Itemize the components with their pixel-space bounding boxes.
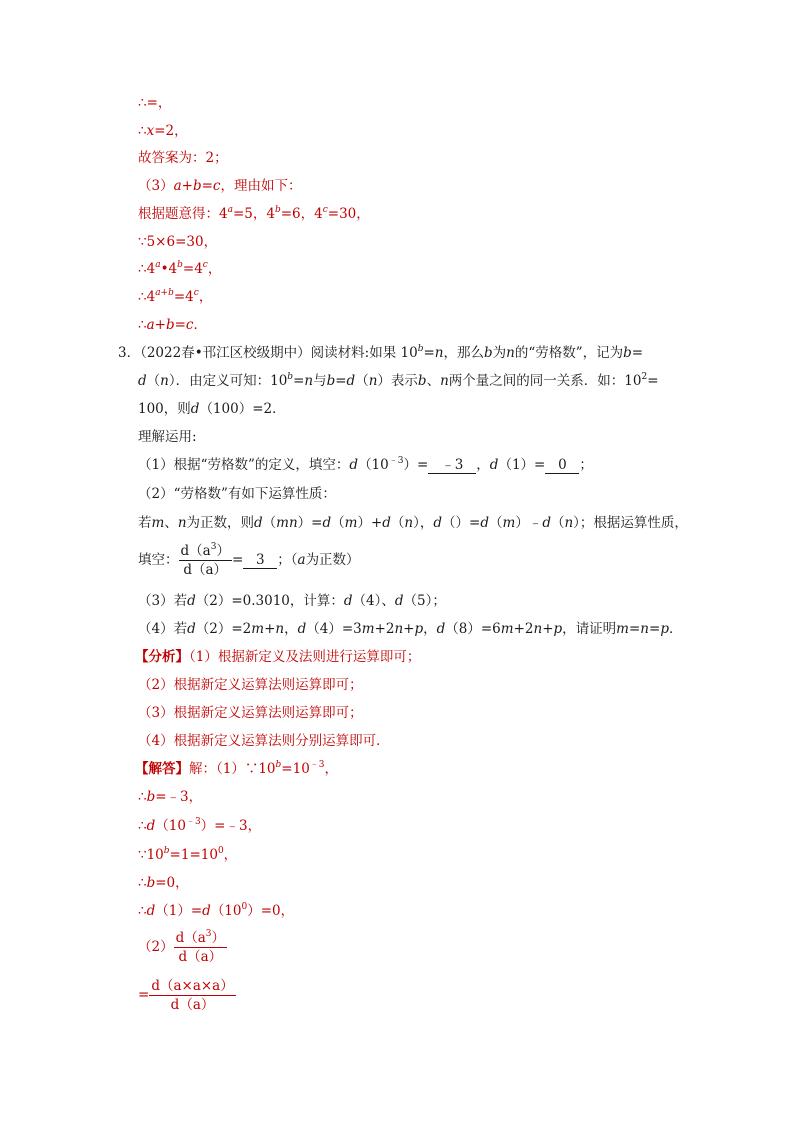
answer-blank: ﹣3 xyxy=(428,457,476,474)
solution-line: ∴=， xyxy=(138,95,172,111)
solution-line: 根据题意得：$4^a=5$，$4^b=6$，$4^c=30$， xyxy=(138,205,370,222)
solution-line: $\therefore d(10^{﹣3})=﹣3$， xyxy=(138,817,262,834)
fraction: $\frac{d(a\times a\times a)}{d(a)}$ xyxy=(151,978,234,1013)
question-4: （4）若d（2）=2m+n，d（4）=3m+2n+p，d（8）=6m+2n+p，请证明m=n=p． xyxy=(138,621,683,637)
analysis-line: 【分析】（1）根据新定义及法则进行运算即可； xyxy=(135,649,421,665)
solution-line: ∵5×6=30， xyxy=(138,234,218,250)
solution-line: （2） $\frac{d(a^3)}{d(a)}$ xyxy=(138,929,226,965)
solution-label: 【解答】 xyxy=(135,761,189,777)
analysis-label: 【分析】 xyxy=(135,649,189,665)
solution-line: $\therefore d(1)=d(10^0)=0$， xyxy=(138,902,295,919)
problem-statement-line: 3．（2022春•邗江区校级期中）阅读材料:如果 $10^b=n$，那么b为n的“劳格数”，记为b= xyxy=(118,344,644,361)
fraction: $\frac{d(a^3)}{d(a)}$ xyxy=(175,929,226,965)
problem-statement-line: d（n）．由定义可知：$10^b=n$与b=d（n）表示b、n两个量之间的同一关系．如：$10^2=$ xyxy=(138,372,659,389)
question-1: （1）根据“劳格数”的定义，填空：$d(10^{﹣3})=$ ﹣3 ，d（1）= 0 ； xyxy=(138,456,593,473)
solution-line: $\therefore 4^{a+b}=4^c$， xyxy=(138,288,213,305)
solution-line: = $\frac{d(a\times a\times a)}{d(a)}$ xyxy=(138,978,234,1013)
solution-line: $\therefore 4^a•4^b=4^c$， xyxy=(138,260,222,277)
question-2-fill: 填空： $\frac{d(a^3)}{d(a)}$ = 3 ；（a为正数） xyxy=(138,542,360,578)
problem-statement-line: 100，则d（100）=2． xyxy=(138,401,286,417)
answer-blank: 3 xyxy=(243,552,277,569)
question-2: （2）“劳格数”有如下运算性质： xyxy=(138,486,336,502)
solution-line: ∴x=2， xyxy=(138,123,188,139)
solution-line: 【解答】解：$(1)\because 10^b=10^{﹣3}$， xyxy=(135,760,339,777)
solution-line: ∴b=﹣3， xyxy=(138,789,203,805)
problem-number: 3． xyxy=(118,345,141,361)
section-heading: 理解运用: xyxy=(138,429,197,445)
analysis-line: （3）根据新定义运算法则运算即可； xyxy=(138,705,363,721)
solution-line: （3）a+b=c，理由如下： xyxy=(138,178,302,194)
solution-line: ∴b=0， xyxy=(138,875,189,891)
solution-line: $\because 10^b=1=10^0$， xyxy=(138,846,238,863)
analysis-line: （2）根据新定义运算法则运算即可； xyxy=(138,677,363,693)
answer-blank: 0 xyxy=(545,457,579,474)
solution-line: 故答案为：2； xyxy=(138,150,228,166)
question-3: （3）若d（2）=0.3010，计算：d（4）、d（5）； xyxy=(138,593,446,609)
analysis-line: （4）根据新定义运算法则分别运算即可． xyxy=(138,733,390,749)
solution-line: ∴a+b=c． xyxy=(138,317,207,333)
fraction: $\frac{d(a^3)}{d(a)}$ xyxy=(180,542,230,578)
question-2-properties: 若m、n为正数，则d（mn）=d（m）+d（n），d（）=d（m）﹣d（n）；根据运算性质， xyxy=(138,515,688,531)
